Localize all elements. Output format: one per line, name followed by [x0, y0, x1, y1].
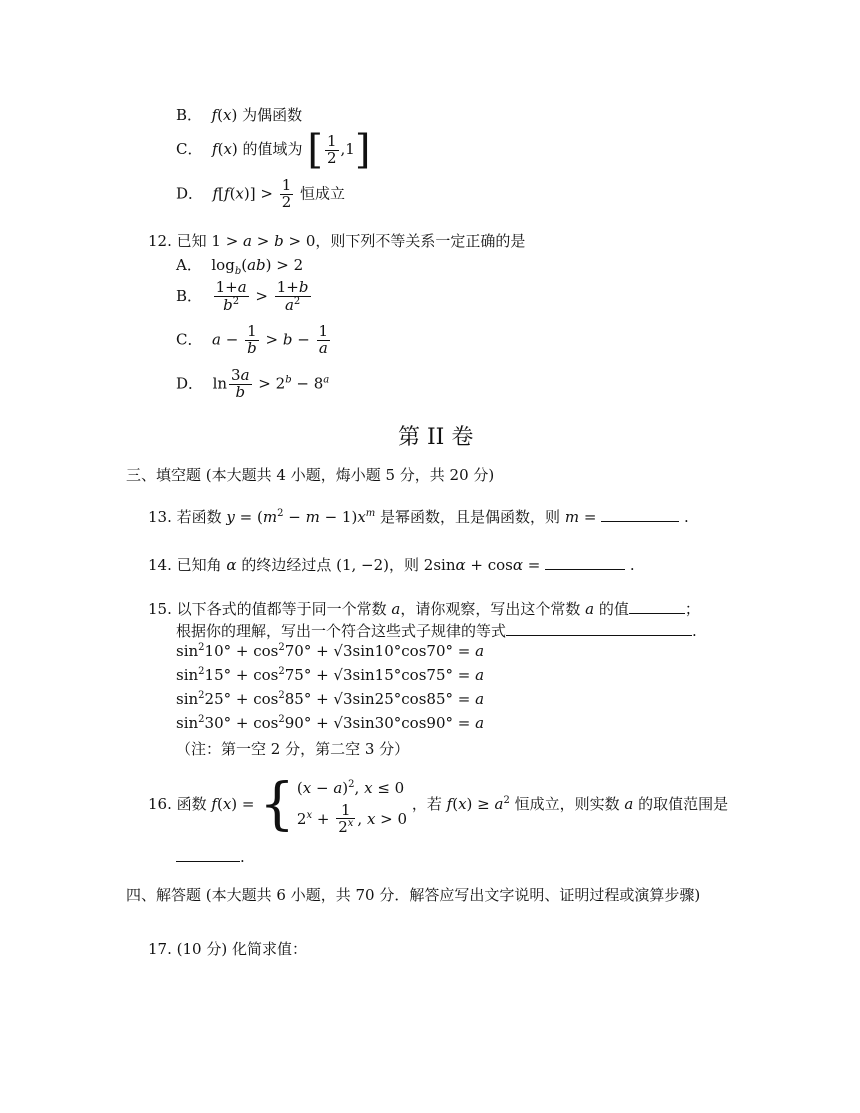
- q16-blank-line: .: [176, 848, 245, 866]
- q15-line2: 根据你的理解，写出一个符合这些式子规律的等式 .: [176, 622, 697, 640]
- section3-heading: 三、填空题 (本大题共 4 小题，烸小题 5 分，共 20 分): [126, 466, 495, 484]
- q15-line1: 15. 以下各式的值都等于同一个常数 a，请你观察，写出这个常数 a 的值 ；: [148, 600, 700, 618]
- q15-eq3: $\sin^225^\circ + \cos^285^\circ + √3\sin 25^\circ\cos 85^\circ = a$: [176, 690, 485, 708]
- q16-blank: [176, 861, 240, 862]
- q12-option-a: A． $\log_b(ab) > 2$: [176, 256, 304, 277]
- q15-blank-1: [629, 613, 685, 614]
- q12-option-c: C． a − $\frac{1}{b}$ > b − $\frac{1}{a}$: [176, 322, 329, 357]
- q15-blank-2: [506, 635, 692, 636]
- section4-heading: 四、解答题 (本大题共 6 小题，共 70 分．解答应写出文字说明、证明过程或演算步骤): [126, 886, 701, 904]
- q14-blank: [545, 569, 625, 570]
- q15-note: （注：第一空 2 分，第二空 3 分）: [176, 740, 410, 758]
- q15-eq4: $\sin^230^\circ + \cos^290^\circ + √3\sin 30^\circ\cos 90^\circ = a$: [176, 714, 485, 732]
- q12-stem: 12. 已知 1 > a > b > 0，则下列不等关系一定正确的是: [148, 232, 526, 250]
- q15-eq1: $\sin^210^\circ + \cos^270^\circ + √3\sin 10^\circ\cos 70^\circ = a$: [176, 642, 485, 660]
- q12-option-b: B． $\frac{1+a}{b^2}$ > $\frac{1+b}{a^2}$: [176, 278, 309, 314]
- q13: 13. 若函数 $y = (m^2 - m - 1)x^m$ 是幂函数，且是偶函数，则 m = .: [148, 508, 689, 526]
- part2-title: 第 II 卷: [398, 425, 474, 450]
- q15-eq2: $\sin^215^\circ + \cos^275^\circ + √3\sin 15^\circ\cos 75^\circ = a$: [176, 666, 485, 684]
- q12-option-d: D． ln $\frac{3a}{b}$ > $2^b - 8^a$: [176, 366, 330, 401]
- q14: 14. 已知角 α 的终边经过点 (1, −2)，则 2sinα + cosα = .: [148, 556, 635, 574]
- q13-blank: [601, 521, 679, 522]
- q17: 17. (10 分) 化简求值：: [148, 940, 307, 958]
- q11-option-b: B． f(x) 为偶函数: [176, 106, 303, 124]
- q11-option-c: C． f(x) 的值域为 [ $\frac{1}{2}$ ,1]: [176, 127, 371, 173]
- q16: 16. 函数 f(x) = { $(x - a)^2$, x ≤ 0 $2^x$ + $\frac{1}{2^x}$ , x > 0 ，若 $f(x) \ge a^2$ 恒成立，则实数 a 的取值范围是: [148, 772, 729, 837]
- q11-option-d: D． f[f(x)] > $\frac{1}{2}$ 恒成立: [176, 176, 346, 211]
